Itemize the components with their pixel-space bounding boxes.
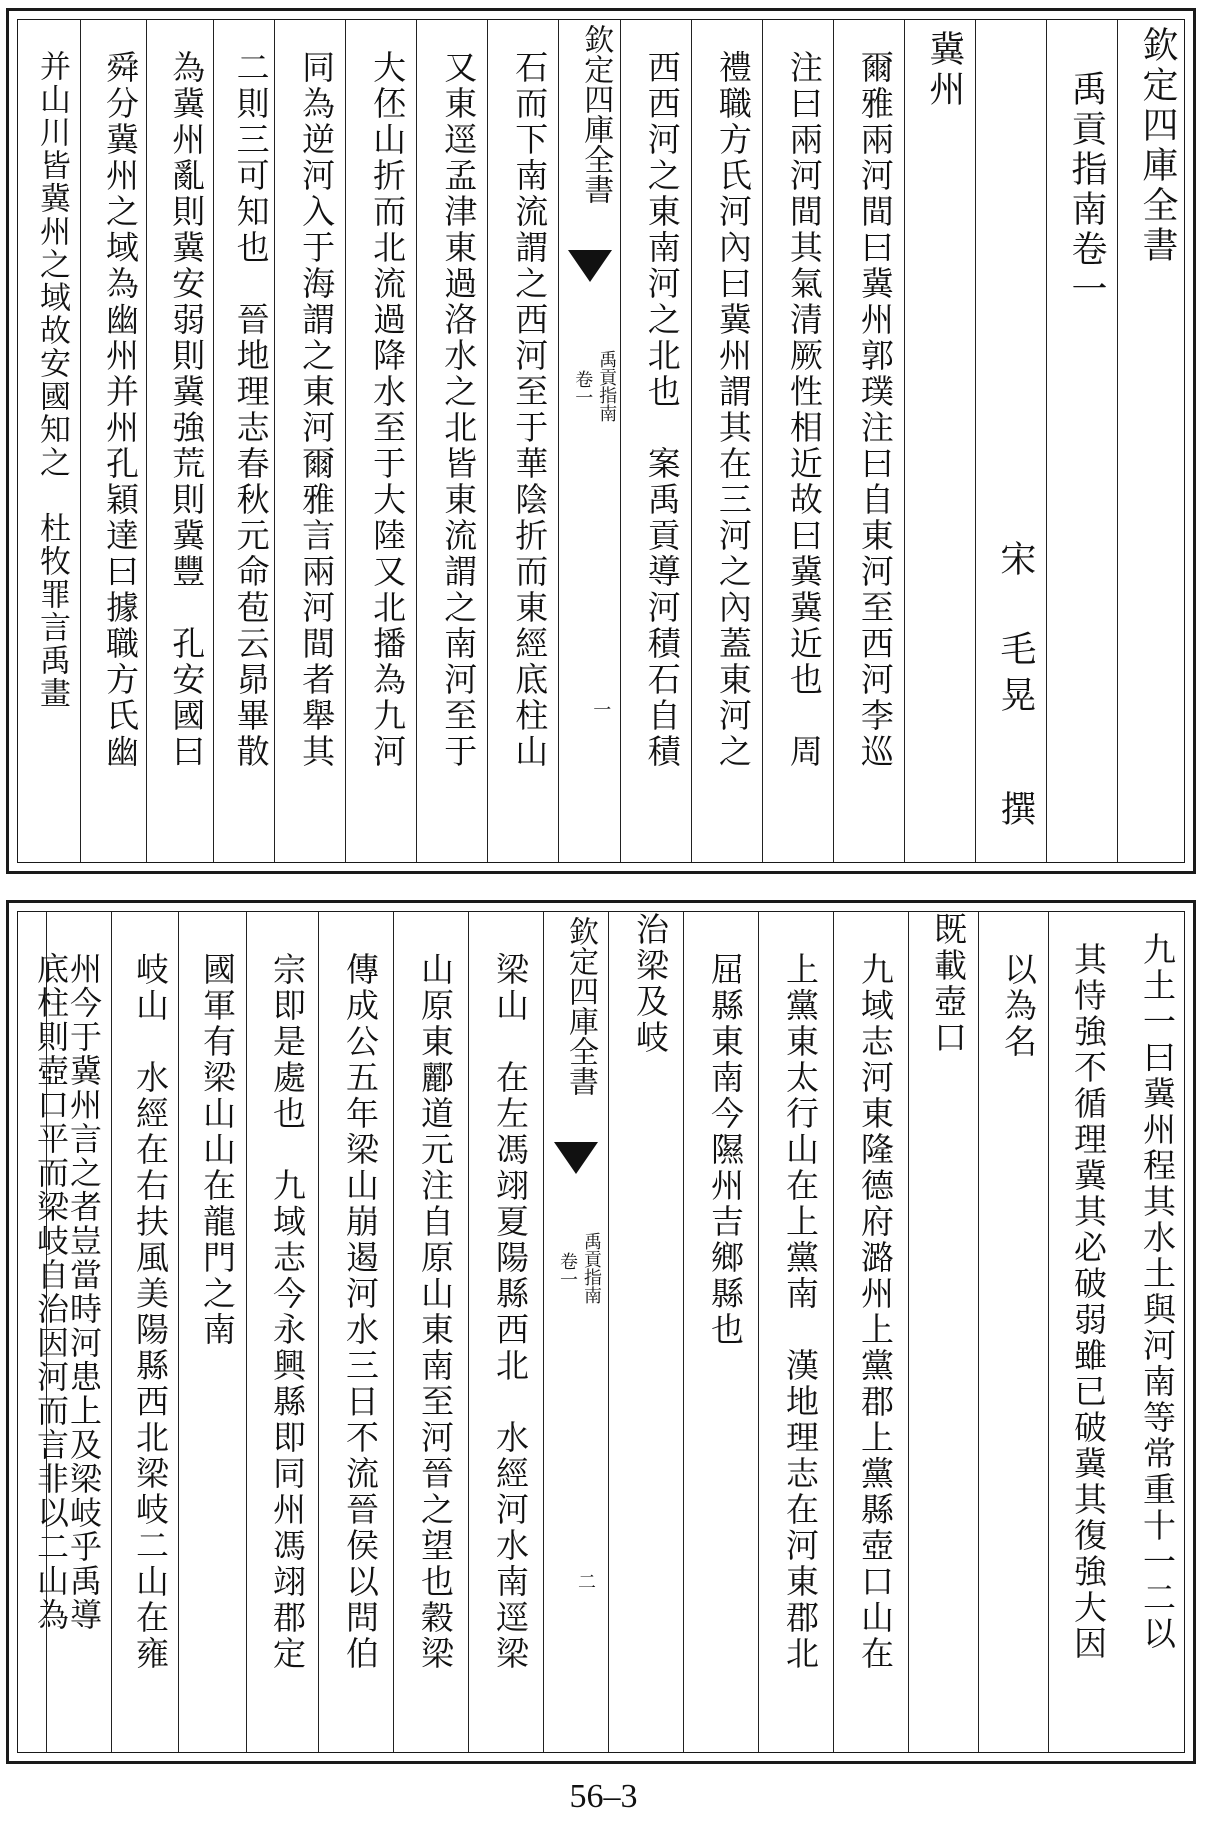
text-line: 州今于冀州言之者豈當時河患上及梁岐乎禹導 [65,952,103,1632]
text-line: 梁山 在左馮翊夏陽縣西北 水經河水南逕梁 [491,952,530,1672]
page-panel-top [6,8,1196,874]
text-column [833,912,908,1752]
text-line: 二則三可知也 晉地理志春秋元命苞云昴畢散 [231,50,271,770]
gutter-column [558,20,620,862]
text-line: 以為名 [999,952,1038,1060]
book-title: 禹貢指南卷一 [1065,70,1107,310]
text-line: 為冀州亂則冀安弱則冀強荒則冀豐 孔安國曰 [167,50,207,770]
text-column [416,20,487,862]
header-column [1117,20,1188,862]
gutter-page-number: 一 [590,700,612,718]
text-column [691,20,762,862]
text-column [608,912,683,1752]
text-column [246,912,318,1752]
header-title: 欽定四庫全書 [1136,26,1178,266]
gutter-book-title: 禹貢指南 [581,1232,602,1304]
text-column [620,20,691,862]
text-column [908,912,978,1752]
page-panel-bottom [6,900,1196,1764]
text-line: 禮職方氏河內曰冀州謂其在三河之內蓋東河之 [713,50,753,770]
fishtail-mark [568,250,612,282]
gutter-page-number: 二 [575,1572,596,1590]
text-line: 九土一曰冀州程其水土與河南等常重十一二以 [1138,932,1177,1652]
gutter-column [543,912,608,1752]
text-column [80,20,146,862]
text-line-heading: 治梁及岐 [631,912,670,1056]
author-name: 毛晃 [994,630,1036,722]
gutter-juan: 卷一 [557,1252,578,1288]
text-line-heading: 既載壺口 [929,912,968,1056]
gutter-juan: 卷一 [572,370,594,406]
text-column [111,912,178,1752]
page-number: 56–3 [569,1778,638,1815]
text-column [213,20,275,862]
text-column [758,912,833,1752]
text-line: 宗即是處也 九域志今永興縣即同州馮翊郡定 [268,952,307,1672]
text-line: 舜分冀州之域為幽州并州孔穎達曰據職方氏幽 [101,50,140,770]
text-column [318,912,393,1752]
gutter-title: 欽定四庫全書 [563,916,598,1096]
text-column [487,20,558,862]
text-line: 屈縣東南今隰州吉鄉縣也 [706,952,745,1348]
author-role: 撰 [994,790,1036,830]
text-line: 同為逆河入于海謂之東河爾雅言兩河間者舉其 [297,50,337,770]
author-column [975,20,1046,862]
section-heading: 冀州 [923,30,965,110]
text-line: 底柱則壺口平而梁岐自治因河而言非以二山為 [32,952,70,1632]
text-column [1048,912,1118,1752]
text-column [468,912,543,1752]
text-column [978,912,1048,1752]
author-dynasty: 宋 [994,540,1036,580]
text-column [345,20,416,862]
text-line: 其恃強不循理冀其必破弱雖已破冀其復強大因 [1069,942,1108,1662]
text-line: 西西河之東南河之北也 案禹貢導河積石自積 [642,50,682,770]
text-column [393,912,468,1752]
section-column [904,20,975,862]
text-column [683,912,758,1752]
text-column [178,912,246,1752]
text-column [0,912,70,1752]
gutter-book-title: 禹貢指南 [596,350,618,422]
text-line: 爾雅兩河間曰冀州郭璞注曰自東河至西河李巡 [855,50,895,770]
text-line: 傳成公五年梁山崩遏河水三日不流晉侯以問伯 [341,952,380,1672]
text-line: 山原東酈道元注自原山東南至河晉之望也穀梁 [416,952,455,1672]
text-line: 岐山 水經在右扶風美陽縣西北梁岐二山在雍 [131,952,170,1672]
text-column [1118,912,1188,1752]
text-column [833,20,904,862]
text-column [146,20,212,862]
text-line: 大伾山折而北流過降水至于大陸又北播為九河 [368,50,408,770]
text-line: 石而下南流謂之西河至于華陰折而東經底柱山 [510,50,550,770]
text-line: 上黨東太行山在上黨南 漢地理志在河東郡北 [781,952,820,1672]
text-frame-top [17,19,1185,863]
text-line: 又東逕孟津東過洛水之北皆東流謂之南河至于 [439,50,479,770]
book-title-column [1046,20,1117,862]
text-column [762,20,833,862]
fishtail-mark [554,1142,598,1174]
text-line: 并山川皆冀州之域故安國知之 杜牧罪言禹畫 [34,50,70,710]
text-line: 九域志河東隆德府潞州上黨郡上黨縣壺口山在 [856,952,895,1672]
text-line: 國軍有梁山山在龍門之南 [198,952,237,1348]
gutter-title: 欽定四庫全書 [578,24,614,204]
text-column [274,20,345,862]
text-frame-bottom [17,911,1185,1753]
text-line: 注曰兩河間其氣清厥性相近故曰冀冀近也 周 [784,50,824,770]
top-leftmost-column [10,30,40,860]
